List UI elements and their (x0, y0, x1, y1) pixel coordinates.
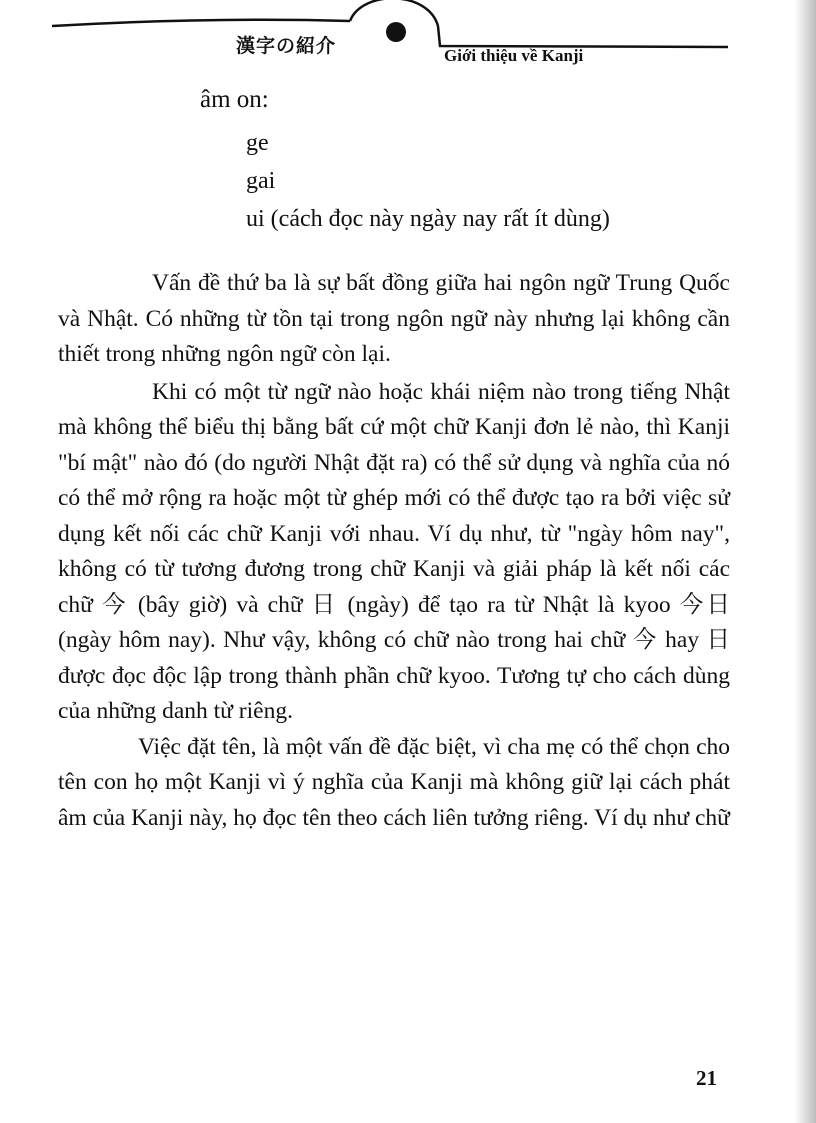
header-arc (350, 0, 438, 26)
page-edge-shadow (794, 0, 816, 1123)
reading-item: gai (246, 168, 276, 194)
on-reading-list (246, 124, 610, 238)
paragraph: Vấn đề thứ ba là sự bất đồng giữa hai ngôn ngữ Trung Quốc và Nhật. Có những từ tồn tại trong ngôn ngữ này nhưng lại không cần thiết trong những ngôn ngữ còn lại. (58, 270, 730, 367)
page-number: 21 (696, 1066, 717, 1090)
header-rule-left (52, 20, 350, 26)
paragraph: Khi có một từ ngữ nào hoặc khái niệm nào trong tiếng Nhật mà không thể biểu thị bằng bất cứ một chữ Kanji đơn lẻ nào, thì Kanji "bí mật" nào đó (do người Nhật đặt ra) có thể sử dụng và nghĩa của nó có thể mở rộng ra hoặc một từ ghép mới có thể được tạo ra bởi việc sử dụng kết nối các chữ Kanji với nhau. Ví dụ như, từ "ngày hôm nay", không có từ tương đương trong chữ Kanji và giải pháp là kết nối các chữ 今 (bây giờ) và chữ 日 (ngày) để tạo ra từ Nhật là kyoo 今日 (ngày hôm nay). Như vậy, không có chữ nào trong hai chữ 今 hay 日 được đọc độc lập trong thành phần chữ kyoo. Tương tự cho cách dùng của những danh từ riêng. (58, 378, 730, 724)
running-header-japanese: 漢字の紹介 (236, 35, 337, 57)
reading-item: ui (cách đọc này ngày nay rất ít dùng) (246, 206, 610, 232)
running-header-vietnamese: Giới thiệu về Kanji (444, 46, 584, 65)
header-ornament (0, 0, 816, 80)
paragraph: Việc đặt tên, là một vấn đề đặc biệt, vì cha mẹ có thể chọn cho tên con họ một Kanji vì ý nghĩa của Kanji mà không giữ lại cách phát âm của Kanji này, họ đọc tên theo cách liên tưởng riêng. Ví dụ như chữ (58, 733, 730, 831)
reading-item: ge (246, 130, 269, 156)
on-reading-label: âm on: (200, 86, 269, 113)
body-text (58, 266, 730, 836)
header-rule-right (438, 26, 728, 47)
header-dot-icon (386, 22, 406, 42)
